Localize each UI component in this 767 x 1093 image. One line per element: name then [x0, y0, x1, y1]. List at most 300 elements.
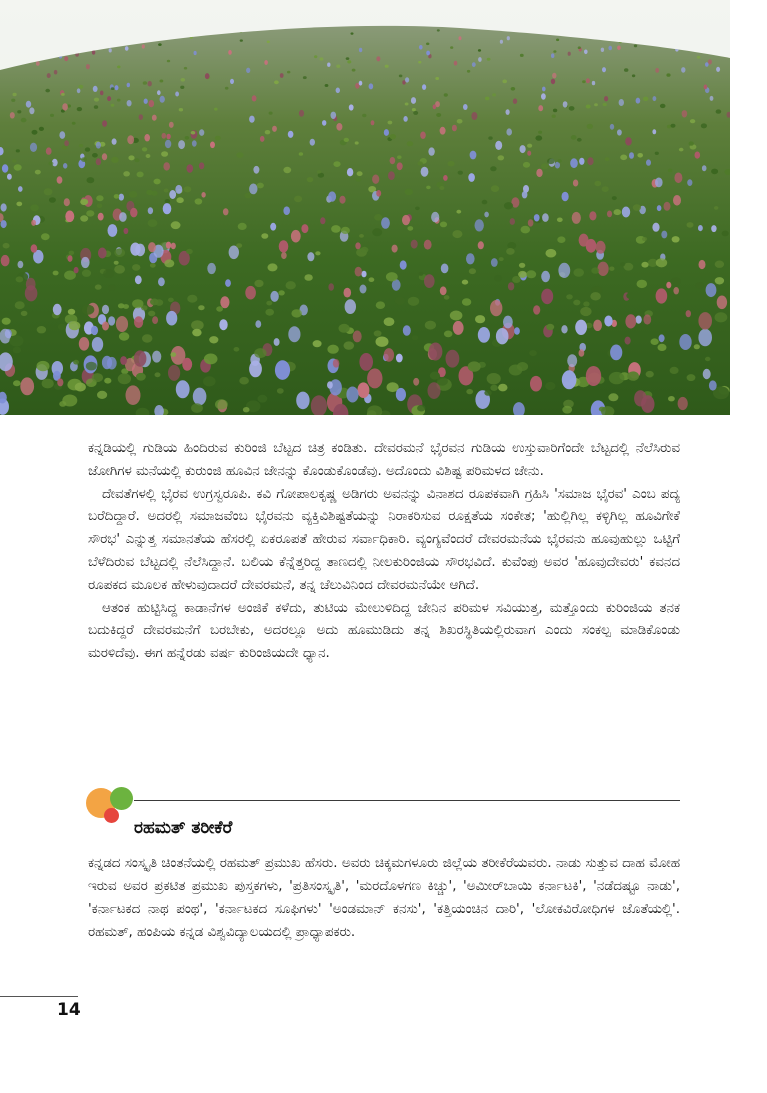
leaf-cluster: [254, 348, 266, 358]
flower-bloom: [169, 122, 174, 128]
leaf-cluster: [346, 57, 350, 60]
leaf-cluster: [499, 257, 504, 261]
leaf-cluster: [81, 157, 87, 162]
leaf-cluster: [339, 324, 350, 333]
leaf-cluster: [362, 114, 366, 117]
flower-bloom: [0, 329, 11, 344]
flower-bloom: [162, 133, 167, 139]
flower-bloom: [328, 283, 334, 290]
leaf-cluster: [96, 195, 103, 201]
flower-bloom: [657, 205, 662, 211]
flower-bloom: [178, 140, 185, 149]
leaf-cluster: [415, 207, 420, 211]
leaf-cluster: [315, 251, 320, 255]
flower-bloom: [192, 140, 197, 146]
flower-bloom: [371, 120, 375, 125]
leaf-cluster: [715, 312, 728, 322]
leaf-cluster: [77, 107, 82, 111]
flower-bloom: [471, 112, 477, 120]
leaf-cluster: [117, 99, 121, 102]
leaf-cluster: [191, 403, 203, 413]
flower-bloom: [18, 186, 23, 192]
flower-bloom: [134, 350, 147, 366]
flower-bloom: [187, 164, 194, 173]
flower-bloom: [587, 157, 593, 165]
flower-bloom: [542, 87, 546, 92]
leaf-cluster: [359, 234, 364, 238]
flower-bloom: [593, 320, 602, 331]
flower-bloom: [396, 354, 403, 363]
leaf-cluster: [557, 236, 565, 243]
leaf-cluster: [148, 219, 158, 227]
leaf-cluster: [418, 61, 421, 64]
flower-bloom: [424, 240, 432, 250]
author-name: ರಹಮತ್ ತರೀಕೆರೆ: [134, 818, 233, 838]
flower-bloom: [68, 255, 73, 262]
leaf-cluster: [462, 298, 471, 306]
flower-bloom: [296, 392, 309, 410]
flower-bloom: [274, 338, 280, 346]
flower-bloom: [169, 190, 176, 199]
flower-bloom: [152, 316, 158, 324]
flower-bloom: [561, 325, 567, 333]
flower-bloom: [270, 223, 276, 231]
leaf-cluster: [425, 321, 436, 330]
flower-bloom: [490, 300, 502, 316]
flower-bloom: [384, 129, 389, 136]
flower-bloom: [703, 369, 711, 379]
flower-bloom: [127, 100, 132, 106]
flower-bloom: [36, 61, 40, 66]
flower-bloom: [551, 79, 555, 85]
flower-bloom: [157, 90, 161, 95]
leaf-cluster: [571, 135, 577, 140]
leaf-cluster: [573, 300, 580, 306]
leaf-cluster: [408, 297, 419, 306]
leaf-cluster: [86, 210, 94, 216]
leaf-cluster: [161, 151, 168, 157]
leaf-cluster: [466, 389, 473, 394]
leaf-cluster: [608, 393, 618, 401]
flower-bloom: [528, 219, 534, 226]
leaf-cluster: [80, 215, 88, 221]
leaf-cluster: [186, 249, 193, 254]
leaf-cluster: [384, 317, 395, 326]
flower-bloom: [396, 388, 406, 401]
leaf-cluster: [529, 350, 537, 356]
leaf-cluster: [319, 57, 323, 60]
leaf-cluster: [192, 329, 201, 337]
flower-bloom: [64, 198, 70, 206]
leaf-cluster: [722, 231, 729, 237]
flower-bloom: [646, 159, 651, 165]
leaf-cluster: [605, 157, 610, 161]
leaf-cluster: [97, 204, 103, 209]
flower-bloom: [333, 359, 340, 368]
flower-bloom: [119, 194, 124, 201]
flower-bloom: [331, 112, 337, 119]
leaf-cluster: [624, 68, 628, 72]
flower-bloom: [551, 53, 554, 58]
leaf-cluster: [41, 233, 50, 240]
leaf-cluster: [291, 309, 302, 317]
flower-bloom: [2, 164, 8, 172]
leaf-cluster: [336, 65, 340, 68]
leaf-cluster: [117, 66, 120, 69]
leaf-cluster: [344, 341, 355, 349]
flower-bloom: [541, 289, 553, 305]
leaf-cluster: [30, 204, 39, 211]
flower-bloom: [152, 115, 157, 121]
flower-bloom: [46, 147, 52, 154]
flower-bloom: [604, 316, 612, 327]
flower-bloom: [344, 288, 352, 298]
leaf-cluster: [37, 326, 46, 333]
leaf-cluster: [405, 103, 409, 106]
flower-bloom: [506, 109, 510, 115]
flower-bloom: [635, 316, 641, 324]
leaf-cluster: [637, 280, 648, 288]
leaf-cluster: [462, 280, 468, 285]
flower-bloom: [655, 178, 663, 188]
leaf-cluster: [457, 119, 463, 124]
leaf-cluster: [195, 198, 203, 204]
flower-bloom: [59, 131, 65, 139]
flower-bloom: [199, 129, 204, 136]
leaf-cluster: [609, 372, 625, 384]
flower-bloom: [390, 157, 396, 164]
flower-bloom: [175, 92, 179, 97]
leaf-cluster: [118, 303, 125, 308]
leaf-cluster: [651, 338, 659, 345]
leaf-cluster: [603, 103, 607, 106]
leaf-cluster: [494, 275, 502, 282]
leaf-cluster: [104, 378, 111, 384]
flower-bloom: [601, 48, 604, 52]
leaf-cluster: [167, 60, 170, 63]
leaf-cluster: [412, 108, 416, 111]
leaf-cluster: [114, 194, 120, 199]
leaf-cluster: [44, 188, 53, 195]
leaf-cluster: [521, 226, 531, 234]
flower-bloom: [652, 129, 656, 134]
leaf-cluster: [492, 93, 496, 96]
leaf-cluster: [53, 271, 59, 276]
flower-bloom: [29, 107, 34, 114]
leaf-cluster: [184, 186, 192, 192]
leaf-cluster: [705, 357, 711, 361]
leaf-cluster: [150, 263, 156, 268]
flower-bloom: [255, 320, 261, 328]
leaf-cluster: [11, 99, 15, 102]
leaf-cluster: [519, 263, 525, 268]
leaf-cluster: [351, 32, 354, 34]
flower-bloom: [249, 116, 255, 123]
flower-bloom: [625, 314, 636, 328]
flower-bloom: [568, 52, 571, 56]
leaf-cluster: [114, 265, 125, 274]
leaf-cluster: [307, 177, 314, 182]
leaf-cluster: [254, 280, 263, 287]
flower-bloom: [1, 255, 10, 266]
leaf-cluster: [395, 297, 405, 305]
flower-bloom: [507, 36, 510, 40]
leaf-cluster: [694, 344, 700, 349]
leaf-cluster: [716, 109, 722, 113]
flower-bloom: [93, 86, 98, 92]
leaf-cluster: [294, 196, 302, 203]
leaf-cluster: [578, 46, 581, 49]
flower-bloom: [495, 141, 502, 150]
leaf-cluster: [419, 272, 424, 276]
leaf-cluster: [407, 226, 413, 231]
leaf-cluster: [111, 157, 119, 163]
flower-bloom: [139, 114, 143, 120]
flower-bloom: [199, 162, 204, 169]
flower-bloom: [176, 380, 190, 398]
leaf-cluster: [469, 268, 476, 274]
leaf-cluster: [361, 247, 369, 253]
flower-bloom: [86, 64, 90, 69]
flower-bloom: [357, 382, 369, 398]
leaf-cluster: [274, 80, 279, 84]
leaf-cluster: [397, 155, 402, 159]
flower-bloom: [705, 62, 709, 67]
flower-bloom: [349, 104, 354, 110]
leaf-cluster: [269, 112, 273, 115]
leaf-cluster: [385, 65, 389, 68]
leaf-cluster: [541, 163, 549, 169]
flower-bloom: [698, 312, 712, 330]
leaf-cluster: [215, 399, 228, 409]
flower-bloom: [109, 48, 112, 52]
leaf-cluster: [14, 164, 22, 170]
flower-bloom: [62, 103, 68, 110]
leaf-cluster: [87, 177, 95, 183]
leaf-cluster: [509, 365, 523, 376]
flower-bloom: [219, 319, 227, 330]
flower-bloom: [534, 214, 540, 221]
leaf-cluster: [523, 162, 530, 168]
leaf-cluster: [142, 334, 152, 342]
leaf-cluster: [556, 39, 559, 42]
leaf-cluster: [49, 197, 56, 203]
flower-bloom: [102, 153, 107, 160]
leaf-cluster: [111, 104, 115, 107]
flower-bloom: [514, 327, 520, 334]
leaf-cluster: [701, 123, 707, 128]
flower-bloom: [636, 98, 641, 104]
flower-bloom: [634, 390, 647, 406]
flower-bloom: [491, 258, 498, 267]
flower-bloom: [54, 70, 58, 75]
flower-bloom: [573, 180, 578, 187]
flower-bloom: [272, 126, 277, 132]
article-paragraph: ಆತಂಕ ಹುಟ್ಟಿಸಿದ್ದ ಕಾಡಾನೆಗಳ ಅಂಜಿಕೆ ಕಳೆದು, ತುಟಿಯ ಮೇಲುಳಿದಿದ್ದ ಜೇನಿನ ಪರಿಮಳ ಸವಿಯುತ್ತ, ಮತ್ತೊಂದು ಕುರಿಂಜಿಯ ತನಕ ಬದುಕಿದ್ದರೆ ದೇವರಮನೆಗೆ ಬರಬೇಕು, ಅದರಲ್ಲೂ ಅದು ಹೂಮುಡಿದು ತನ್ನ ಶಿಖರಸ್ಥಿತಿಯಲ್ಲಿರುವಾಗ ಎಂದು ಸಂಕಲ್ಪ ಮಾಡಿಕೊಂಡು ಮರಳಿದೆವು. ಈಗ ಹನ್ನೆರಡು ವರ್ಷ ಕುರಿಂಜಿಯದೇ ಧ್ಯಾನ.: [88, 600, 680, 662]
flower-bloom: [381, 217, 390, 229]
leaf-cluster: [520, 54, 524, 57]
leaf-cluster: [257, 183, 264, 189]
leaf-cluster: [303, 76, 307, 79]
flower-bloom: [376, 190, 381, 197]
leaf-cluster: [511, 87, 516, 91]
flower-bloom: [127, 83, 130, 87]
flower-bloom: [355, 242, 360, 249]
flower-bloom: [372, 175, 379, 184]
leaf-cluster: [9, 335, 23, 346]
flower-bloom: [413, 378, 419, 386]
flower-bloom: [18, 261, 24, 268]
flower-bloom: [320, 217, 325, 224]
leaf-cluster: [114, 261, 119, 265]
leaf-cluster: [142, 147, 147, 151]
flower-bloom: [108, 224, 118, 237]
leaf-cluster: [97, 391, 107, 399]
leaf-cluster: [413, 111, 418, 115]
leaf-cluster: [612, 196, 617, 200]
leaf-cluster: [450, 46, 453, 49]
leaf-cluster: [573, 268, 584, 276]
flower-bloom: [711, 225, 716, 232]
leaf-cluster: [158, 43, 162, 46]
flower-bloom: [201, 192, 205, 198]
leaf-cluster: [552, 115, 556, 118]
flower-bloom: [586, 366, 601, 386]
leaf-cluster: [491, 185, 499, 192]
flower-bloom: [388, 171, 395, 180]
leaf-cluster: [344, 138, 349, 142]
flower-bloom: [125, 46, 129, 51]
flower-bloom: [484, 212, 489, 218]
leaf-cluster: [69, 251, 75, 255]
leaf-cluster: [128, 155, 134, 160]
leaf-cluster: [225, 87, 229, 90]
leaf-cluster: [369, 277, 375, 282]
leaf-cluster: [553, 109, 557, 113]
leaf-cluster: [287, 71, 290, 74]
flower-bloom: [405, 77, 409, 82]
leaf-cluster: [627, 371, 639, 380]
leaf-cluster: [80, 199, 88, 205]
flower-bloom: [699, 260, 706, 269]
flower-bloom: [120, 356, 127, 365]
article-paragraph: ದೇವತೆಗಳಲ್ಲಿ ಭೈರವ ಉಗ್ರಸ್ವರೂಪಿ. ಕವಿ ಗೋಪಾಲಕೃಷ್ಣ ಅಡಿಗರು ಅವನನ್ನು ವಿನಾಶದ ರೂಪಕವಾಗಿ ಗ್ರಹಿಸಿ 'ಸಮಾಜ ಭೈರವ' ಎಂಬ ಪದ್ಯ ಬರೆದಿದ್ದಾರೆ. ಅದರಲ್ಲಿ ಸಮಾಜವೆಂಬ ಭೈರವನು ವ್ಯಕ್ತಿವಿಶಿಷ್ಟತೆಯನ್ನು ನಿರಾಕರಿಸುವ ರೂಕ್ಷತೆಯ ಸಂಕೇತ; 'ಹುಲ್ಲಿಗಿಲ್ಲ ಕಳ್ಳಿಗಿಲ್ಲ ಹೂವಿಗೇಕೆ ಸೌರಭ' ಎನ್ನುತ್ತ ಸಮಾನತೆಯ ಹೆಸರಲ್ಲಿ ಏಕರೂಪತೆ ಹೇರುವ ಸರ್ವಾಧಿಕಾರಿ. ವ್ಯಂಗ್ಯವೆಂದರೆ ದೇವರಮನೆಯ ಭೈರವನು ಹೂವುಹುಲ್ಲು ಒಟ್ಟಿಗೆ ಬೆಳೆದಿರುವ ಬೆಟ್ಟದಲ್ಲಿ ನೆಲೆಸಿದ್ದಾನೆ. ಬಲಿಯ ಕೆನ್ನೆತ್ತರಿದ್ದ ತಾಣದಲ್ಲಿ ನೀಲಕುರಿಂಜಿಯ ಸೌರಭವಿದೆ. ಕುವೆಂಪು ಅವರ 'ಹೂವುದೇವರು' ಕವನದ ರೂಪಕದ ಮೂಲಕ ಹೇಳುವುದಾದರೆ ದೇವರಮನೆ, ತನ್ನ ಚೆಲುವಿನಿಂದ ದೇವರಮನೆಯೇ ಆಗಿದೆ.: [88, 486, 680, 593]
flower-bloom: [506, 128, 512, 135]
flower-bloom: [65, 211, 74, 223]
flower-bloom: [440, 286, 447, 295]
flower-bloom: [108, 316, 115, 325]
leaf-cluster: [557, 159, 561, 163]
flower-bloom: [687, 179, 692, 186]
flower-bloom: [475, 219, 484, 231]
leaf-cluster: [672, 236, 680, 242]
flower-bloom: [144, 99, 148, 104]
leaf-cluster: [15, 301, 25, 309]
flower-bloom: [604, 96, 608, 101]
leaf-cluster: [266, 301, 272, 306]
flower-bloom: [572, 212, 581, 224]
flower-bloom: [130, 243, 140, 256]
leaf-cluster: [245, 193, 252, 199]
leaf-cluster: [129, 191, 138, 198]
flower-bloom: [144, 134, 150, 141]
flower-bloom: [130, 208, 137, 218]
flower-bloom: [625, 337, 631, 345]
flower-bloom: [26, 278, 36, 291]
flower-bloom: [96, 158, 101, 165]
flower-bloom: [1, 220, 7, 228]
flower-bloom: [619, 99, 624, 106]
flower-bloom: [280, 73, 284, 78]
leaf-cluster: [527, 144, 532, 148]
leaf-cluster: [331, 225, 341, 233]
leaf-cluster: [283, 167, 291, 173]
flower-bloom: [429, 343, 443, 361]
flower-bloom: [148, 207, 153, 214]
leaf-cluster: [452, 230, 462, 238]
flower-bloom: [53, 304, 62, 315]
leaf-cluster: [164, 259, 174, 267]
leaf-cluster: [37, 361, 50, 371]
leaf-cluster: [439, 186, 444, 190]
flower-bloom: [353, 331, 362, 343]
flower-bloom: [426, 51, 430, 56]
flower-bloom: [527, 151, 531, 156]
leaf-cluster: [75, 383, 86, 392]
article-body: [88, 438, 680, 666]
leaf-cluster: [518, 271, 527, 278]
leaf-cluster: [478, 49, 481, 52]
flower-bloom: [307, 252, 314, 261]
leaf-cluster: [546, 249, 557, 258]
leaf-cluster: [191, 320, 204, 330]
flower-bloom: [223, 208, 229, 215]
flower-bloom: [710, 96, 714, 101]
leaf-cluster: [187, 295, 197, 303]
leaf-cluster: [111, 87, 115, 90]
leaf-cluster: [444, 93, 448, 96]
leaf-cluster: [85, 147, 90, 151]
leaf-cluster: [690, 119, 695, 123]
leaf-cluster: [58, 324, 66, 330]
flower-bloom: [252, 95, 257, 101]
leaf-cluster: [21, 118, 27, 123]
leaf-cluster: [487, 58, 491, 61]
leaf-cluster: [666, 73, 670, 76]
flower-bloom: [453, 321, 464, 335]
leaf-cluster: [204, 354, 218, 365]
leaf-cluster: [119, 332, 129, 340]
leaf-cluster: [711, 169, 718, 175]
flower-bloom: [422, 84, 426, 90]
flower-bloom: [666, 282, 671, 289]
leaf-cluster: [154, 179, 161, 185]
leaf-cluster: [191, 131, 196, 135]
flower-bloom: [617, 46, 621, 51]
flower-bloom: [31, 220, 36, 226]
flower-bloom: [402, 215, 410, 225]
flower-bloom: [20, 377, 34, 395]
flower-bloom: [440, 127, 446, 135]
page-number: 14: [57, 1000, 81, 1020]
flower-bloom: [116, 316, 128, 332]
leaf-cluster: [591, 267, 599, 273]
flower-bloom: [98, 213, 104, 221]
leaf-cluster: [448, 161, 455, 167]
leaf-cluster: [94, 105, 98, 109]
leaf-cluster: [3, 243, 10, 249]
leaf-cluster: [620, 155, 627, 161]
